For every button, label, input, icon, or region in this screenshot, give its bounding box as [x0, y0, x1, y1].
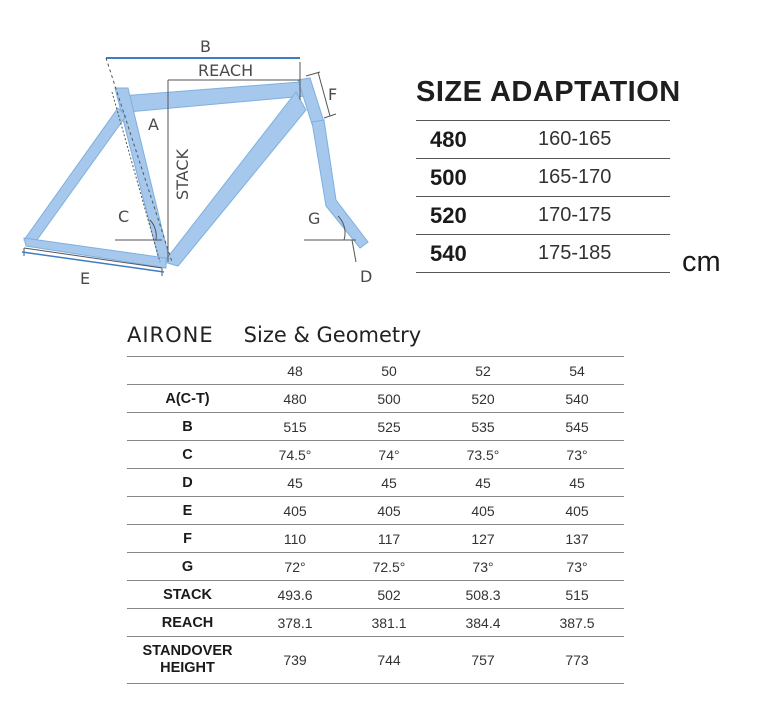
size-value: 480: [430, 127, 467, 152]
row-label: E: [127, 497, 248, 525]
size-value: 500: [430, 165, 467, 190]
table-row: [127, 413, 624, 441]
size-row: [416, 120, 670, 158]
geometry-heading: Size & Geometry: [243, 323, 422, 347]
row-label: B: [127, 413, 248, 441]
table-cell: 74°: [342, 441, 436, 469]
table-cell: 45: [248, 469, 342, 497]
head-tube: [298, 78, 324, 124]
label-b: B: [200, 37, 211, 56]
table-cell: 381.1: [342, 609, 436, 637]
table-row: [127, 385, 624, 413]
frame-geometry-diagram: [0, 0, 400, 300]
row-label: D: [127, 469, 248, 497]
table-cell: 110: [248, 525, 342, 553]
table-cell: 117: [342, 525, 436, 553]
label-c: C: [118, 207, 130, 226]
table-cell: 405: [530, 497, 624, 525]
table-row: [127, 525, 624, 553]
size-row: [416, 234, 670, 273]
row-label: REACH: [127, 609, 248, 637]
size-adaptation-title: SIZE ADAPTATION: [416, 76, 681, 108]
row-label: C: [127, 441, 248, 469]
table-cell: 540: [530, 385, 624, 413]
row-label: G: [127, 553, 248, 581]
table-cell: 502: [342, 581, 436, 609]
table-cell: 384.4: [436, 609, 530, 637]
table-cell: 535: [436, 413, 530, 441]
size-adaptation-table: [416, 120, 670, 273]
table-cell: 500: [342, 385, 436, 413]
row-label: [127, 637, 248, 684]
label-g: G: [308, 209, 321, 228]
row-label-line2: HEIGHT: [160, 660, 215, 676]
header-size: 54: [530, 357, 624, 385]
height-range: 170-175: [538, 204, 612, 226]
table-row: [127, 497, 624, 525]
table-cell: 757: [436, 637, 530, 684]
table-cell: 493.6: [248, 581, 342, 609]
table-cell: 773: [530, 637, 624, 684]
table-cell: 739: [248, 637, 342, 684]
geometry-title: [127, 323, 421, 347]
fork: [312, 120, 368, 248]
geometry-table: [127, 356, 624, 684]
table-cell: 520: [436, 385, 530, 413]
table-cell: 405: [436, 497, 530, 525]
label-stack: STACK: [173, 148, 192, 200]
table-cell: 45: [342, 469, 436, 497]
top-tube: [120, 82, 305, 112]
table-cell: 127: [436, 525, 530, 553]
table-cell: 73°: [530, 553, 624, 581]
table-cell: 508.3: [436, 581, 530, 609]
table-row: [127, 609, 624, 637]
table-header-row: [127, 357, 624, 385]
height-range: 165-170: [538, 166, 612, 188]
row-label-line1: STANDOVER: [142, 643, 233, 659]
height-range: 160-165: [538, 128, 612, 150]
table-cell: 74.5°: [248, 441, 342, 469]
unit-label: cm: [682, 246, 721, 278]
table-row: [127, 553, 624, 581]
header-size: 50: [342, 357, 436, 385]
table-cell: 378.1: [248, 609, 342, 637]
row-label: F: [127, 525, 248, 553]
size-value: 540: [430, 241, 467, 266]
table-cell: 515: [248, 413, 342, 441]
table-cell: 480: [248, 385, 342, 413]
label-reach: REACH: [198, 61, 254, 80]
header-size: 52: [436, 357, 530, 385]
table-cell: 73°: [436, 553, 530, 581]
table-cell: 515: [530, 581, 624, 609]
chain-stay: [24, 238, 166, 268]
table-row: [127, 441, 624, 469]
table-cell: 72.5°: [342, 553, 436, 581]
table-cell: 744: [342, 637, 436, 684]
label-a: A: [148, 115, 159, 134]
table-row: [127, 469, 624, 497]
table-cell: 405: [248, 497, 342, 525]
table-row: [127, 637, 624, 684]
label-e: E: [80, 269, 91, 288]
brand-name: AIRONE: [127, 323, 214, 347]
label-d: D: [360, 267, 373, 286]
header-size: 48: [248, 357, 342, 385]
table-cell: 137: [530, 525, 624, 553]
table-row: [127, 581, 624, 609]
size-row: [416, 196, 670, 234]
size-row: [416, 158, 670, 196]
row-label: A(C-T): [127, 385, 248, 413]
table-cell: 405: [342, 497, 436, 525]
header-corner: [127, 357, 248, 385]
table-cell: 45: [530, 469, 624, 497]
table-cell: 72°: [248, 553, 342, 581]
label-f: F: [328, 85, 338, 104]
table-cell: 73°: [530, 441, 624, 469]
row-label: STACK: [127, 581, 248, 609]
height-range: 175-185: [538, 242, 612, 264]
table-cell: 45: [436, 469, 530, 497]
table-cell: 387.5: [530, 609, 624, 637]
table-cell: 525: [342, 413, 436, 441]
seat-stay: [24, 108, 126, 244]
size-value: 520: [430, 203, 467, 228]
table-cell: 73.5°: [436, 441, 530, 469]
table-cell: 545: [530, 413, 624, 441]
